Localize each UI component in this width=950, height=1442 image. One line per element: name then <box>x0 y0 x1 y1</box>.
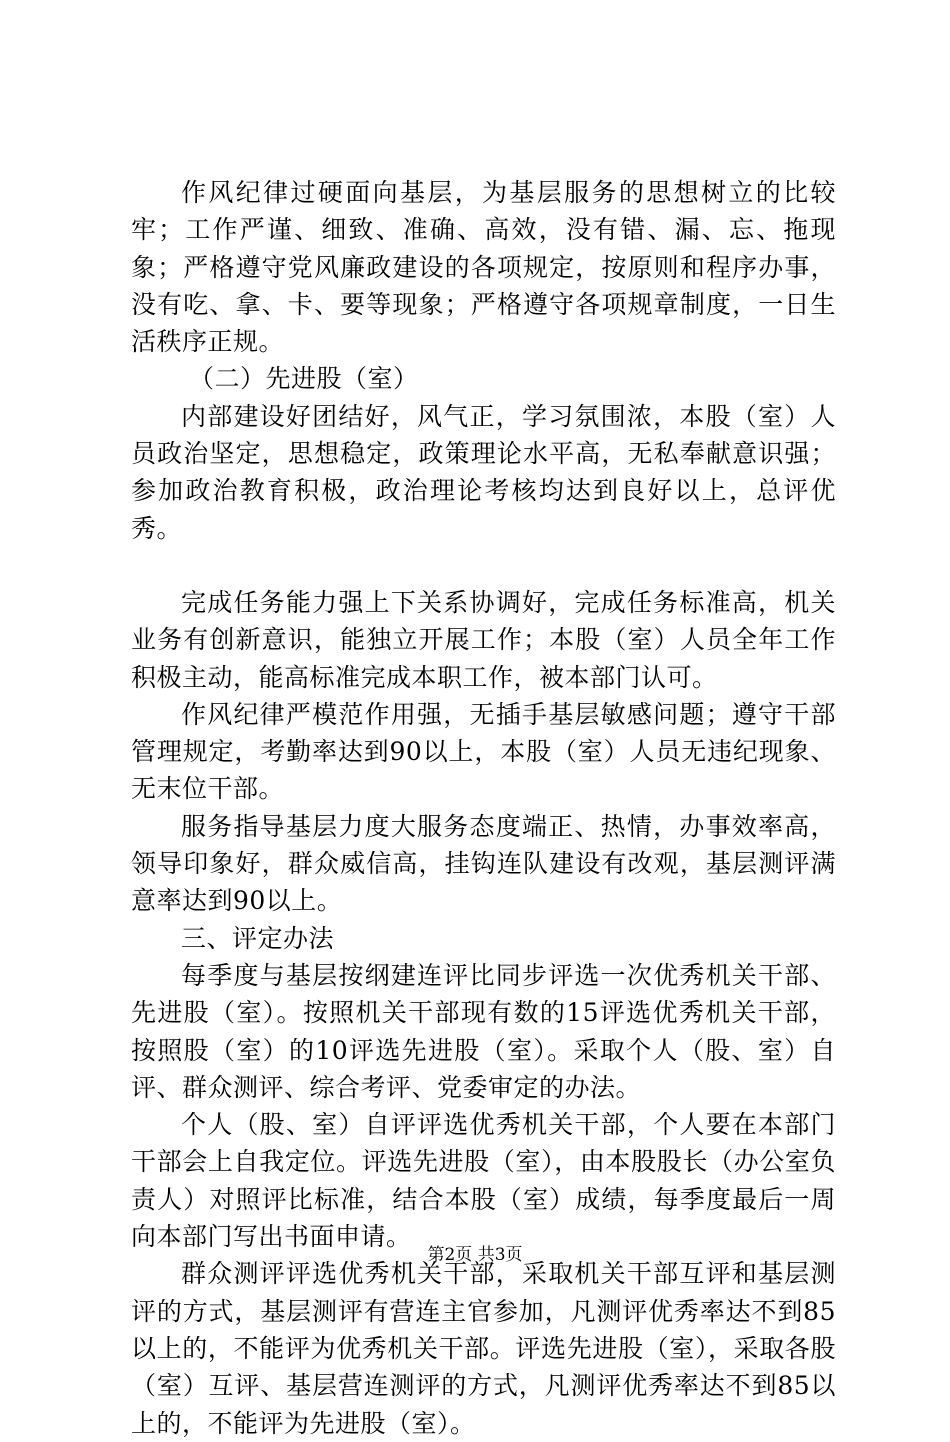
paragraph-spacer <box>131 547 836 584</box>
paragraph-work-style: 作风纪律过硬面向基层，为基层服务的思想树立的比较牢；工作严谨、细致、准确、高效，没有错、漏、忘、拖现象；严格遵守党风廉政建设的各项规定，按原则和程序办事，没有吃、拿、卡、要等现象；严格遵守各项规章制度，一日生活秩序正规。 <box>131 178 836 357</box>
section-heading-advanced-office: （二）先进股（室） <box>189 364 419 394</box>
paragraph-task-completion: 完成任务能力强上下关系协调好，完成任务标准高，机关业务有创新意识，能独立开展工作；本股（室）人员全年工作积极主动，能高标准完成本职工作，被本部门认可。 <box>131 587 836 692</box>
paragraph-discipline: 作风纪律严模范作用强，无插手基层敏感问题；遵守干部管理规定，考勤率达到90以上，本股（室）人员无违纪现象、无末位干部。 <box>131 699 836 804</box>
section-heading-evaluation-method: 三、评定办法 <box>181 923 335 953</box>
paragraph-mass-evaluation: 群众测评评选优秀机关干部，采取机关干部互评和基层测评的方式，基层测评有营连主官参加，凡测评优秀率达不到85以上的，不能评为优秀机关干部。评选先进股（室），采取各股（室）互评、基层营连测评的方式，凡测评优秀率达不到85以上的，不能评为先进股（室）。 <box>131 1259 836 1438</box>
paragraph-self-evaluation: 个人（股、室）自评评选优秀机关干部，个人要在本部门干部会上自我定位。评选先进股（室），由本股股长（办公室负责人）对照评比标准，结合本股（室）成绩，每季度最后一周向本部门写出书面申请。 <box>131 1110 836 1252</box>
paragraph-quarterly-selection: 每季度与基层按纲建连评比同步评选一次优秀机关干部、先进股（室）。按照机关干部现有数的15评选优秀机关干部，按照股（室）的10评选先进股（室）。采取个人（股、室）自评、群众测评、综合考评、党委审定的办法。 <box>131 960 836 1102</box>
paragraph-service-guidance: 服务指导基层力度大服务态度端正、热情，办事效率高，领导印象好，群众威信高，挂钩连队建设有改观，基层测评满意率达到90以上。 <box>131 811 836 916</box>
paragraph-internal-building: 内部建设好团结好，风气正，学习氛围浓，本股（室）人员政治坚定，思想稳定，政策理论水平高，无私奉献意识强；参加政治教育积极，政治理论考核均达到良好以上，总评优秀。 <box>131 401 836 543</box>
page-number-footer: 第2页 共3页 <box>427 1245 523 1265</box>
